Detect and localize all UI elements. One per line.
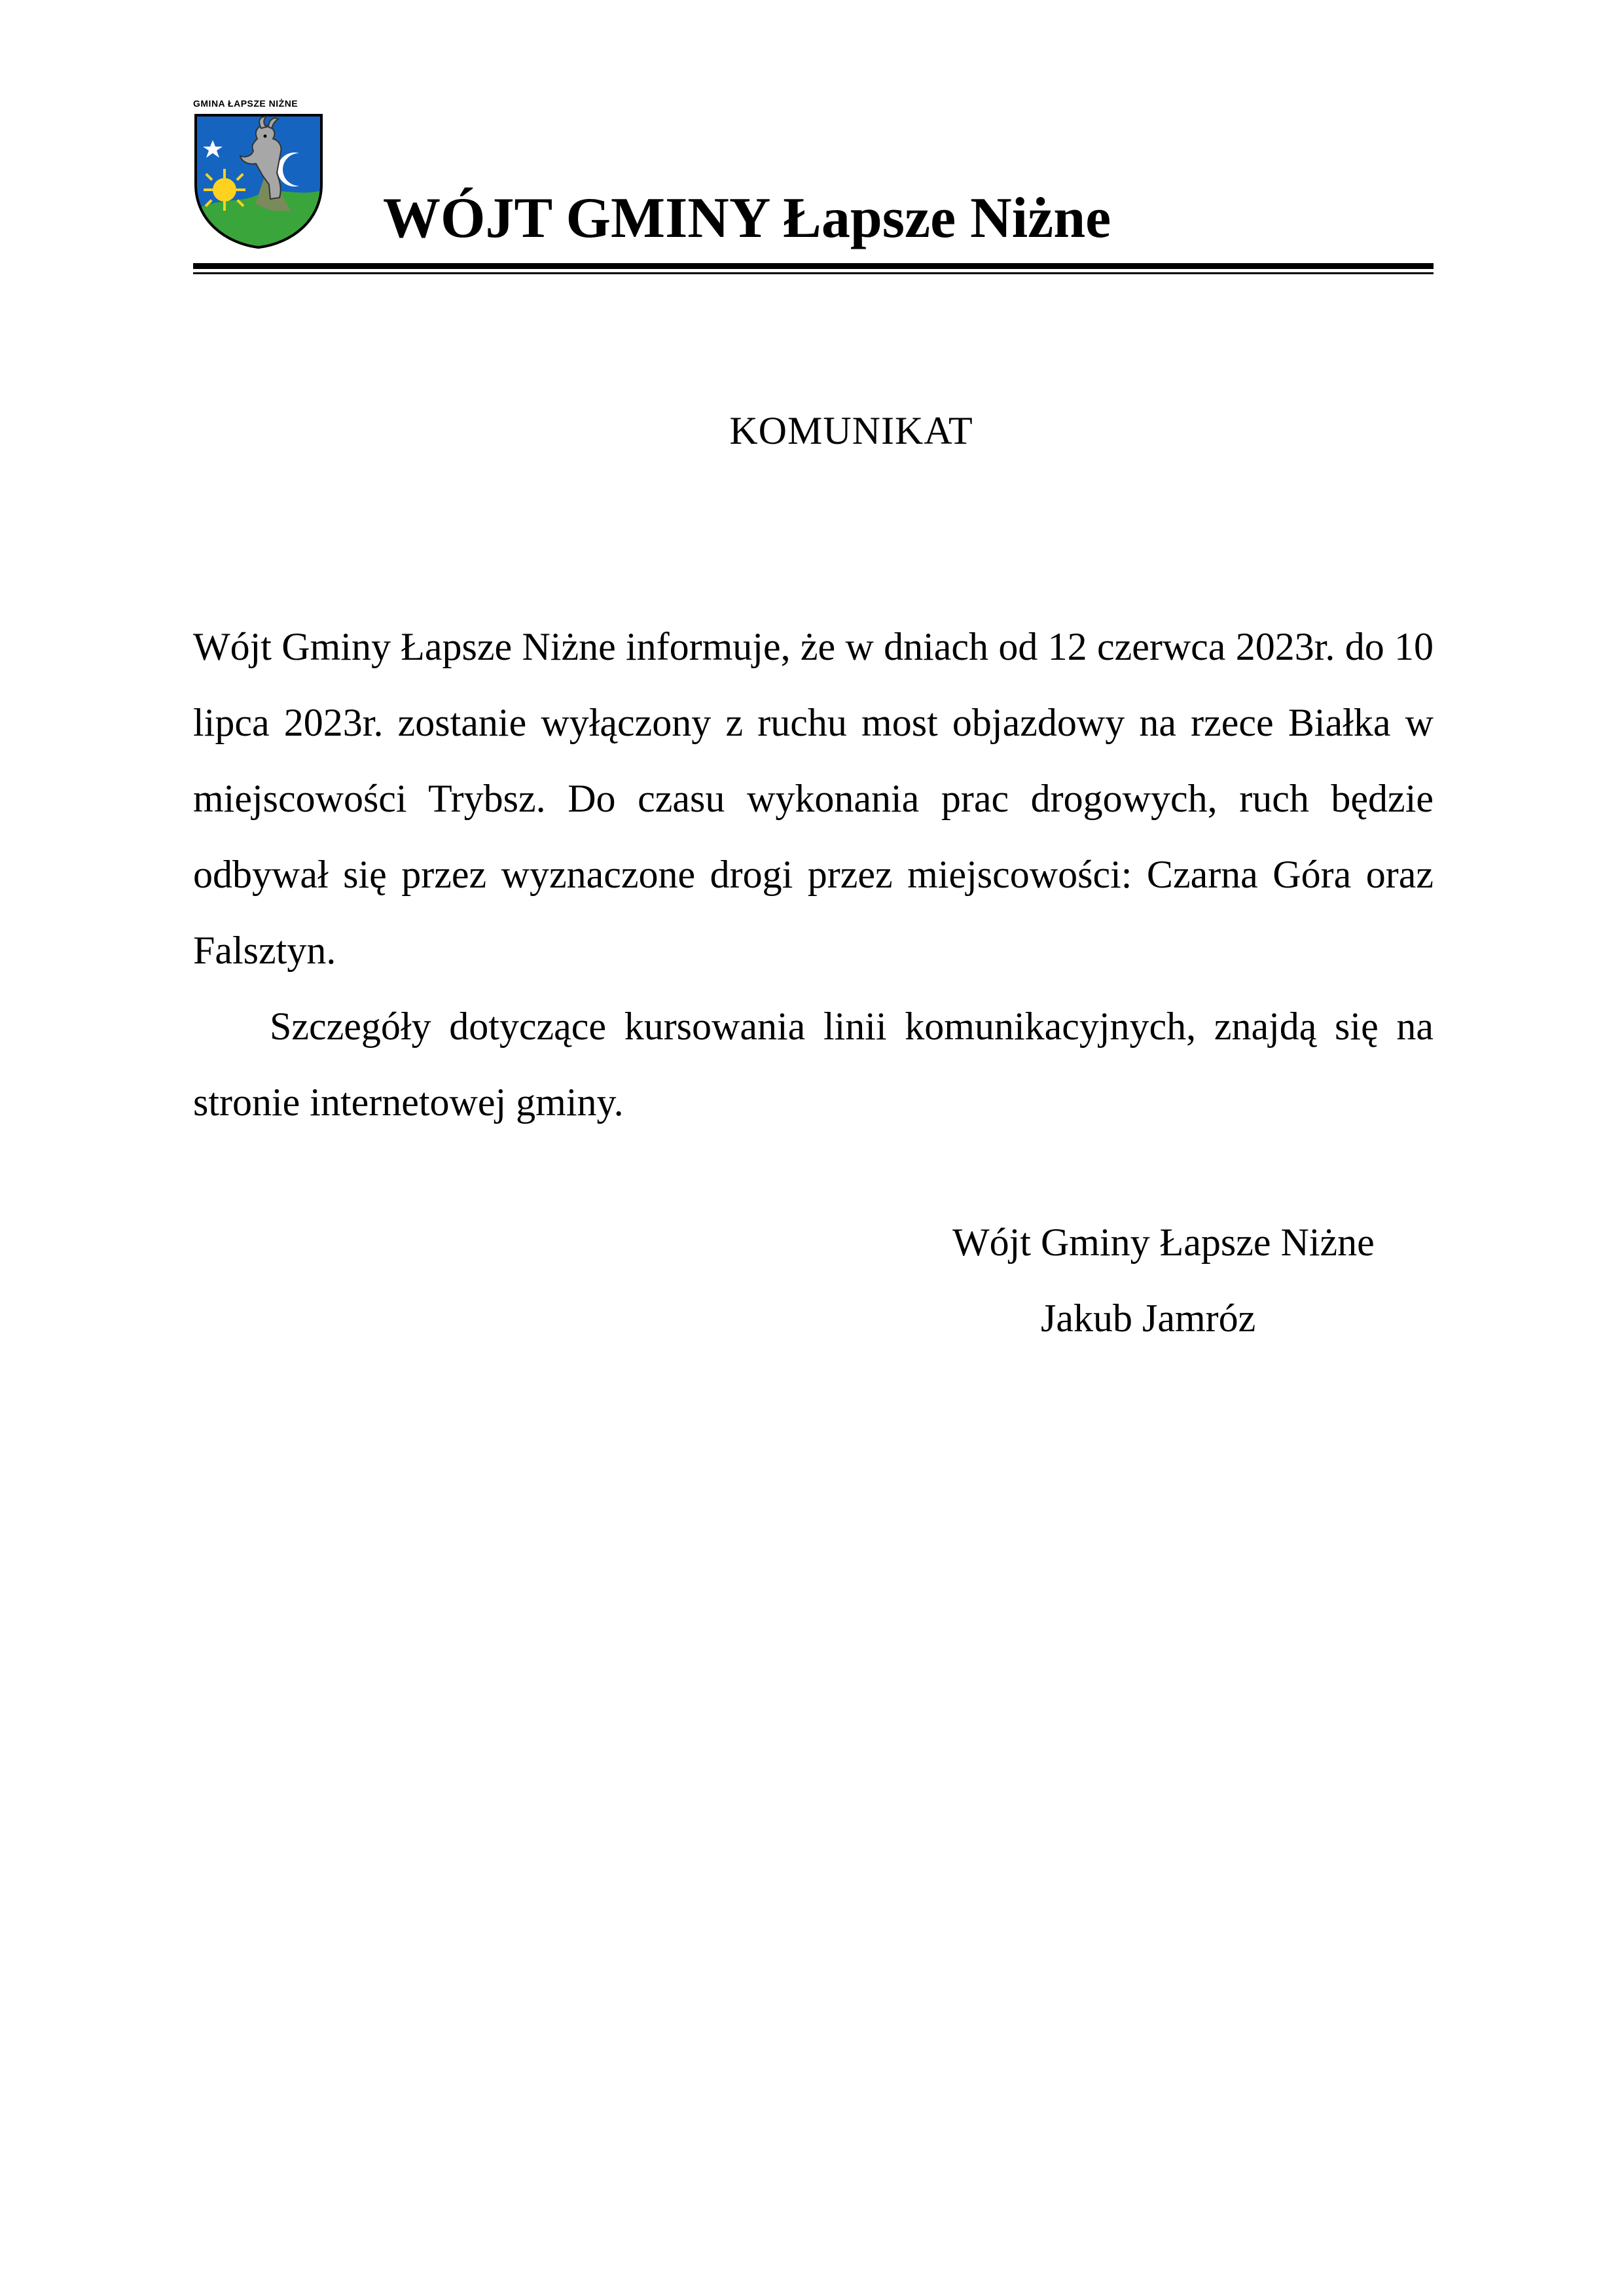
document-body [193, 609, 1434, 1140]
page-title: WÓJT GMINY Łapsze Niżne [383, 187, 1111, 250]
signature-block [936, 1204, 1434, 1356]
crest-caption: GMINA ŁAPSZE NIŻNE [193, 98, 298, 109]
header-rule-thick [193, 263, 1434, 269]
body-paragraph: Wójt Gminy Łapsze Niżne informuje, że w dniach od 12 czerwca 2023r. do 10 lipca 2023r. zostanie wyłączony z ruchu most objazdowy na rzece Białka w miejscowości Trybsz. Do czasu wykonania prac drogowych, ruch będzie odbywał się przez wyznaczone drogi przez miejscowości: Czarna Góra oraz Falsztyn. [193, 625, 1434, 972]
coat-of-arms-goat-icon [193, 113, 324, 250]
document-heading: KOMUNIKAT [729, 409, 973, 452]
header-rule-thin [193, 272, 1434, 274]
crest-block [193, 98, 324, 249]
signature-role: Wójt Gminy Łapsze Niżne [952, 1221, 1375, 1264]
signature-name: Jakub Jamróz [1041, 1297, 1256, 1340]
body-paragraph: Szczegóły dotyczące kursowania linii komunikacyjnych, znajdą się na stronie internetowej gminy. [193, 1005, 1434, 1124]
